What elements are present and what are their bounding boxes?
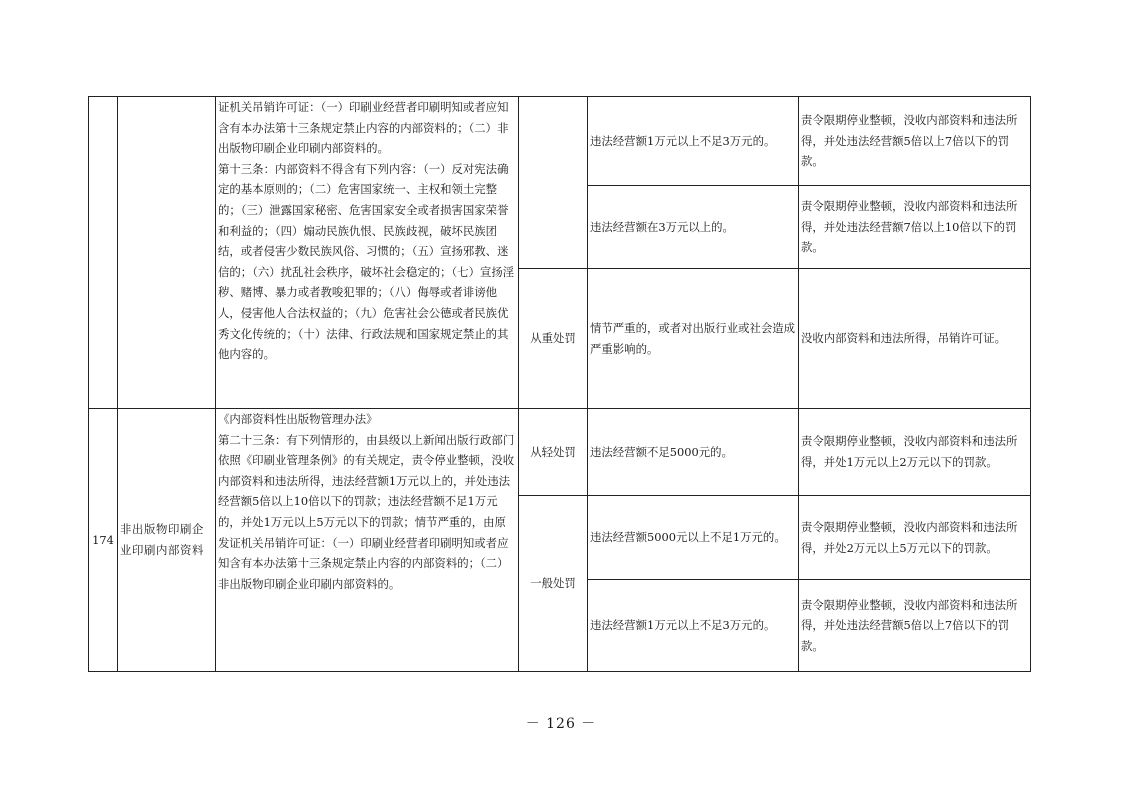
legal-basis-cell	[216, 409, 519, 672]
violation-condition-cell: 情节严重的，或者对出版行业或社会造成严重影响的。	[588, 269, 799, 409]
item-number-cell: 174	[89, 409, 118, 672]
violation-condition-cell: 违法经营额1万元以上不足3万元的。	[588, 580, 799, 672]
penalty-class-cell: 从重处罚	[519, 269, 588, 409]
penalty-class-cell: 一般处罚	[519, 496, 588, 672]
table-row	[89, 97, 1031, 186]
penalty-class-cell	[519, 97, 588, 269]
violation-condition-cell: 违法经营额不足5000元的。	[588, 409, 799, 496]
page-number: － 126 －	[525, 716, 597, 732]
table-row	[89, 409, 1031, 496]
penalty-standard-cell: 责令限期停业整顿，没收内部资料和违法所得，并处违法经营额5倍以上7倍以下的罚款。	[799, 97, 1031, 186]
penalty-standard-cell: 责令限期停业整顿，没收内部资料和违法所得，并处2万元以上5万元以下的罚款。	[799, 496, 1031, 580]
penalty-standard-cell: 责令限期停业整顿，没收内部资料和违法所得，并处1万元以上2万元以下的罚款。	[799, 409, 1031, 496]
penalty-standards-table	[88, 96, 1031, 672]
penalty-standard-cell: 没收内部资料和违法所得，吊销许可证。	[799, 269, 1031, 409]
legal-basis-paragraph: 证机关吊销许可证：（一）印刷业经营者印刷明知或者应知含有本办法第十三条规定禁止内容的内部资料的；（二）非出版物印刷企业印刷内部资料的。	[218, 100, 509, 156]
violation-condition-cell: 违法经营额5000元以上不足1万元的。	[588, 496, 799, 580]
legal-basis-cell	[216, 97, 519, 409]
legal-basis-paragraph: 第二十三条：有下列情形的，由县级以上新闻出版行政部门依照《印刷业管理条例》的有关规定，责令停业整顿，没收内部资料和违法所得，违法经营额1万元以上的，并处违法经营额5倍以上10倍以下的罚款；违法经营额不足1万元的，并处1万元以上5万元以下的罚款；情节严重的，由原发证机关吊销许可证：（一）印刷业经营者印刷明知或者应知含有本办法第十三条规定禁止内容的内部资料的；（二）非出版物印刷企业印刷内部资料的。	[218, 432, 515, 591]
legal-basis-paragraph: 第十三条：内部资料不得含有下列内容：（一）反对宪法确定的基本原则的；（二）危害国家统一、主权和领土完整的；（三）泄露国家秘密、危害国家安全或者损害国家荣誉和利益的；（四）煽动民族仇恨、民族歧视，破坏民族团结，或者侵害少数民族风俗、习惯的；（五）宣扬邪教、迷信的；（六）扰乱社会秩序，破坏社会稳定的；（七）宣扬淫秽、赌博、暴力或者教唆犯罪的；（八）侮辱或者诽谤他人，侵害他人合法权益的；（九）危害社会公德或者民族优秀文化传统的；（十）法律、行政法规和国家规定禁止的其他内容的。	[218, 161, 515, 362]
item-name-cell: 非出版物印刷企业印刷内部资料	[118, 409, 216, 672]
violation-condition-cell: 违法经营额1万元以上不足3万元的。	[588, 97, 799, 186]
penalty-standard-cell: 责令限期停业整顿，没收内部资料和违法所得，并处违法经营额7倍以上10倍以下的罚款。	[799, 186, 1031, 269]
item-number-cell	[89, 97, 118, 409]
penalty-standard-cell: 责令限期停业整顿，没收内部资料和违法所得，并处违法经营额5倍以上7倍以下的罚款。	[799, 580, 1031, 672]
penalty-class-cell: 从轻处罚	[519, 409, 588, 496]
legal-basis-paragraph: 《内部资料性出版物管理办法》	[218, 412, 378, 426]
item-name-cell	[118, 97, 216, 409]
violation-condition-cell: 违法经营额在3万元以上的。	[588, 186, 799, 269]
